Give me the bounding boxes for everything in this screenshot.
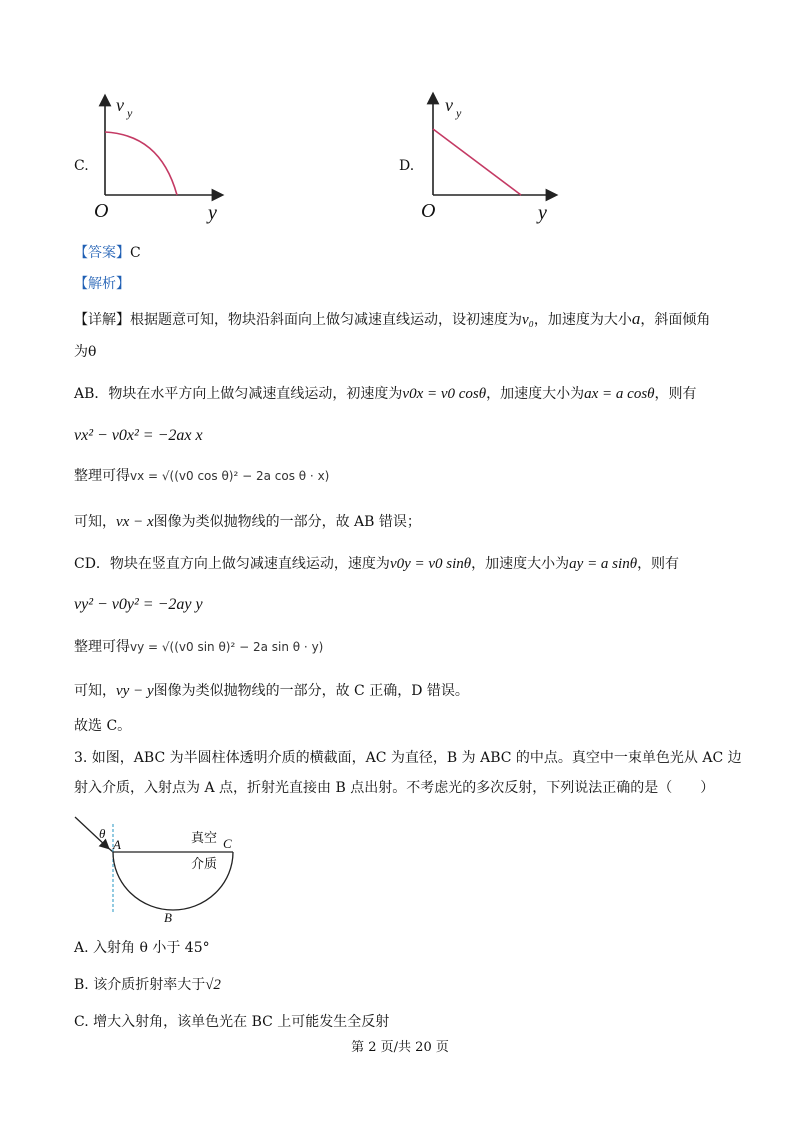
- graph-d-ysub: y: [456, 106, 462, 120]
- graph-d-xlabel: y: [538, 202, 547, 224]
- ab-line-1: AB．物块在水平方向上做匀减速直线运动，初速度为v0x = v0 cosθ，加速度大小为ax = a cosθ，则有: [74, 386, 697, 402]
- ab-eq5: vx − x: [116, 514, 154, 530]
- graph-d-origin: O: [421, 200, 436, 222]
- ab-eq1: v0x = v0 cosθ: [402, 386, 487, 402]
- q3-line-1: 3. 如图，ABC 为半圆柱体透明介质的横截面，AC 为直径，B 为 ABC 的中点。真空中一束单色光从 AC 边: [74, 750, 742, 766]
- answer-tag: 【答案】: [74, 245, 130, 261]
- cd-eq5: vy − y: [116, 683, 154, 699]
- q3-fig-medium: 介质: [191, 857, 218, 872]
- graph-c-ylabel: v: [116, 95, 124, 115]
- q3-fig-b: B: [164, 910, 172, 925]
- cd-line-1: CD．物块在竖直方向上做匀减速直线运动，速度为v0y = v0 sinθ，加速度大小为ay = a sinθ，则有: [74, 556, 680, 572]
- detail-line-2: 为θ: [74, 344, 97, 360]
- ab-eq4: vx = √((v0 cos θ)² − 2a cos θ · x): [130, 469, 330, 483]
- cd-line-4: 整理可得vy = √((v0 sin θ)² − 2a sin θ · y): [74, 639, 324, 655]
- cd-line-5: 可知，vy − y图像为类似抛物线的一部分，故 C 正确，D 错误。: [74, 683, 469, 699]
- ab-eq3: vx² − v0x² = −2ax x: [74, 427, 203, 444]
- option-c-label: C.: [74, 158, 89, 174]
- ab-eq2: ax = a cosθ: [584, 386, 655, 402]
- q3-figure: [70, 812, 250, 927]
- cd-eq3: vy² − v0y² = −2ay y: [74, 596, 203, 613]
- q3-fig-vacuum: 真空: [191, 831, 218, 846]
- q3-option-a: A. 入射角 θ 小于 45°: [74, 940, 210, 956]
- graph-c-curve: [105, 132, 177, 195]
- cd-eq2: ay = a sinθ: [569, 556, 638, 572]
- detail-tag: 【详解】: [74, 312, 130, 328]
- q3-option-c: C. 增大入射角，该单色光在 BC 上可能发生全反射: [74, 1014, 390, 1030]
- q3-line-2: 射入介质，入射点为 A 点，折射光直接由 B 点出射。不考虑光的多次反射，下列说法正确的是（ ）: [74, 780, 715, 796]
- q3-option-b: B. 该介质折射率大于√2: [74, 977, 221, 993]
- q3-option-b-value: √2: [205, 977, 221, 993]
- analysis-tag: 【解析】: [74, 276, 130, 292]
- option-d-label: D.: [399, 158, 415, 174]
- page-footer: 第 2 页/共 20 页: [351, 1040, 449, 1055]
- q3-fig-theta: θ: [99, 826, 106, 841]
- graph-c-xlabel: y: [208, 202, 217, 224]
- graph-d-ylabel: v: [445, 95, 453, 115]
- graph-d-line: [433, 129, 521, 195]
- detail-line-1: 【详解】根据题意可知，物块沿斜面向上做匀减速直线运动，设初速度为v₀，加速度为大小a，斜面倾角: [74, 309, 711, 328]
- cd-eq1: v0y = v0 sinθ: [389, 556, 472, 572]
- answer-value: C: [130, 245, 141, 261]
- cd-eq4: vy = √((v0 sin θ)² − 2a sin θ · y): [130, 640, 324, 654]
- q3-fig-a: A: [113, 837, 121, 852]
- ab-line-5: 可知，vx − x图像为类似抛物线的一部分，故 AB 错误；: [74, 514, 421, 530]
- graph-c-ysub: y: [127, 106, 133, 120]
- graph-c-origin: O: [94, 200, 109, 222]
- ab-line-4: 整理可得vx = √((v0 cos θ)² − 2a cos θ · x): [74, 468, 330, 484]
- q3-fig-c: C: [223, 836, 232, 851]
- conclusion: 故选 C。: [74, 718, 132, 734]
- answer-line: [74, 243, 141, 263]
